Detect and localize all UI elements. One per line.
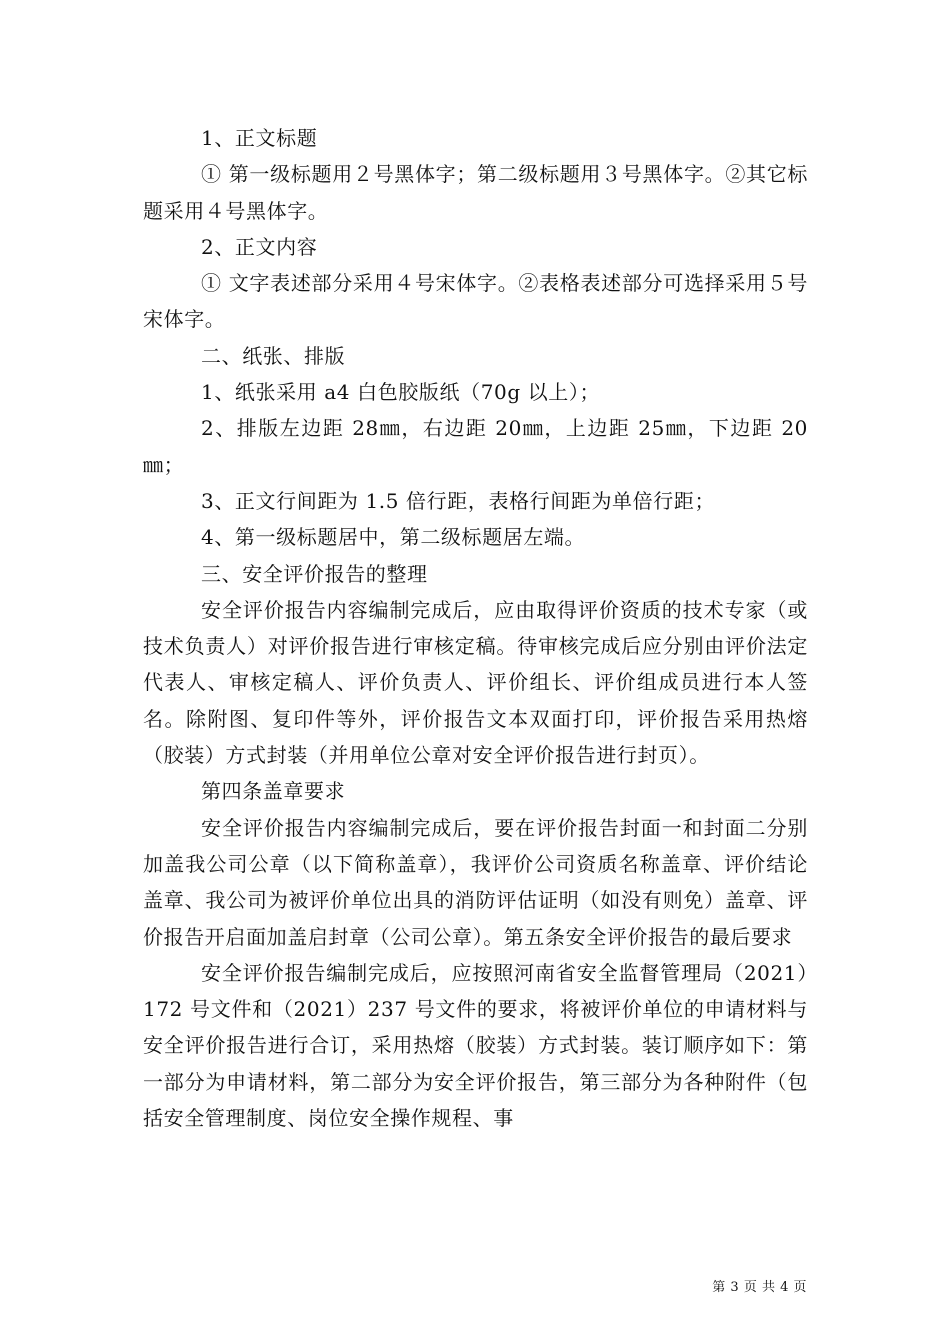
paragraph-title-font-rules: ① 第一级标题用２号黑体字；第二级标题用３号黑体字。②其它标题采用４号黑体字。 xyxy=(143,162,808,223)
paragraph-content-font-rules: ① 文字表述部分采用４号宋体字。②表格表述部分可选择采用５号宋体字。 xyxy=(143,271,808,332)
paragraph-line-spacing-rule: 3、正文行间距为 1.5 倍行距，表格行间距为单倍行距； xyxy=(201,488,716,513)
paragraph-article-four-heading: 第四条盖章要求 xyxy=(201,779,346,804)
page-number-footer: 第 3 页 共 4 页 xyxy=(712,1280,807,1295)
paragraph-paper-layout-heading: 二、纸张、排版 xyxy=(201,343,346,368)
paragraph-seal-requirements: 安全评价报告内容编制完成后，要在评价报告封面一和封面二分别加盖我公司公章（以下简称盖章），我评价公司资质名称盖章、评价结论盖章、我公司为被评价单位出具的消防评估证明（如没有则免）盖章、评价报告开启面加盖启封章（公司公章）。第五条安全评价报告的最后要求 xyxy=(143,815,808,949)
paragraph-body-content-heading: 2、正文内容 xyxy=(201,234,318,259)
paragraph-paper-rule: 1、纸张采用 a4 白色胶版纸（70g 以上）； xyxy=(201,380,601,405)
paragraph-report-arrangement-body: 安全评价报告内容编制完成后，应由取得评价资质的技术专家（或技术负责人）对评价报告进行审核定稿。待审核完成后应分别由评价法定代表人、审核定稿人、评价负责人、评价组长、评价组成员进行本人签名。除附图、复印件等外，评价报告文本双面打印，评价报告采用热熔（胶装）方式封装（并用单位公章对安全评价报告进行封页）。 xyxy=(143,597,808,768)
paragraph-report-arrangement-heading: 三、安全评价报告的整理 xyxy=(201,561,428,586)
paragraph-final-requirements: 安全评价报告编制完成后，应按照河南省安全监督管理局（2021）172 号文件和（2021）237 号文件的要求，将被评价单位的申请材料与安全评价报告进行合订，采用热熔（胶装）方式封装。装订顺序如下：第一部分为申请材料，第二部分为安全评价报告，第三部分为各种附件（包括安全管理制度、岗位安全操作规程、事 xyxy=(143,960,808,1131)
paragraph-heading-alignment-rule: 4、第一级标题居中，第二级标题居左端。 xyxy=(201,525,586,550)
paragraph-body-title-heading: 1、正文标题 xyxy=(201,126,318,150)
body-text xyxy=(143,120,808,1136)
paragraph-margin-rule: 2、排版左边距 28㎜，右边距 20㎜，上边距 25㎜，下边距 20㎜； xyxy=(143,416,808,477)
